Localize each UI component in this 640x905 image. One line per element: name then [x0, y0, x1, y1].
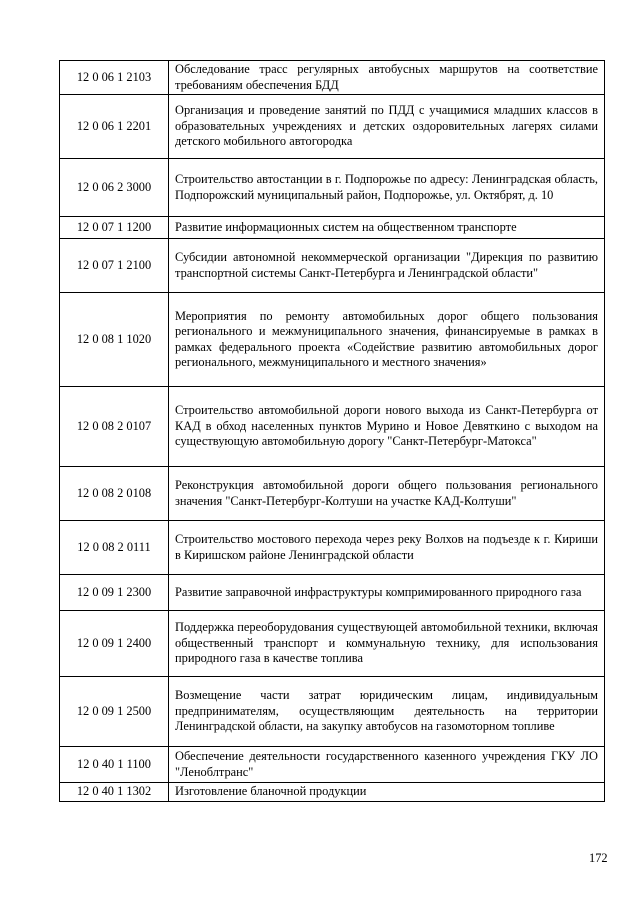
row-code: 12 0 08 2 0108 — [60, 467, 169, 521]
row-description: Развитие заправочной инфраструктуры компримированного природного газа — [169, 575, 605, 611]
row-description: Изготовление бланочной продукции — [169, 783, 605, 802]
row-description: Строительство автостанции в г. Подпорожье по адресу: Ленинградская область, Подпорожский муниципальный район, Подпорожье, ул. Октябрят, д. 10 — [169, 159, 605, 217]
page-number: 172 — [589, 851, 608, 865]
row-code: 12 0 08 2 0111 — [60, 521, 169, 575]
row-description: Поддержка переоборудования существующей автомобильной техники, включая общественный транспорт и коммунальную технику, для использования природного газа в качестве топлива — [169, 611, 605, 677]
row-code: 12 0 40 1 1100 — [60, 747, 169, 783]
row-code: 12 0 40 1 1302 — [60, 783, 169, 802]
table-row — [60, 467, 605, 521]
table-row — [60, 387, 605, 467]
row-description: Возмещение части затрат юридическим лицам, индивидуальным предпринимателям, осуществляющим деятельность на территории Ленинградской области, на закупку автобусов на газомоторном топливе — [169, 677, 605, 747]
row-description: Обследование трасс регулярных автобусных маршрутов на соответствие требованиям обеспечения БДД — [169, 61, 605, 95]
table-row — [60, 95, 605, 159]
table-row — [60, 239, 605, 293]
row-code: 12 0 07 1 1200 — [60, 217, 169, 239]
row-description: Развитие информационных систем на общественном транспорте — [169, 217, 605, 239]
row-code: 12 0 06 2 3000 — [60, 159, 169, 217]
row-description: Организация и проведение занятий по ПДД с учащимися младших классов в образовательных учреждениях и детских оздоровительных лагерях силами детского мобильного автогородка — [169, 95, 605, 159]
row-code: 12 0 09 1 2300 — [60, 575, 169, 611]
row-code: 12 0 06 1 2103 — [60, 61, 169, 95]
table-row — [60, 217, 605, 239]
table-row — [60, 783, 605, 802]
row-code: 12 0 08 2 0107 — [60, 387, 169, 467]
row-code: 12 0 09 1 2400 — [60, 611, 169, 677]
row-code: 12 0 06 1 2201 — [60, 95, 169, 159]
row-code: 12 0 08 1 1020 — [60, 293, 169, 387]
table-row — [60, 747, 605, 783]
table-row — [60, 61, 605, 95]
row-description: Реконструкция автомобильной дороги общего пользования регионального значения "Санкт-Петербург-Колтуши на участке КАД-Колтуши" — [169, 467, 605, 521]
budget-codes-table — [59, 60, 605, 802]
row-code: 12 0 09 1 2500 — [60, 677, 169, 747]
row-code: 12 0 07 1 2100 — [60, 239, 169, 293]
table-row — [60, 575, 605, 611]
table-row — [60, 677, 605, 747]
table-row — [60, 159, 605, 217]
row-description: Мероприятия по ремонту автомобильных дорог общего пользования регионального и межмуниципального значения, финансируемые в рамках в рамках федерального проекта «Содействие развитию автомобильных дорог регионального, межмуниципального и местного значения» — [169, 293, 605, 387]
row-description: Субсидии автономной некоммерческой организации "Дирекция по развитию транспортной системы Санкт-Петербурга и Ленинградской области" — [169, 239, 605, 293]
row-description: Строительство мостового перехода через реку Волхов на подъезде к г. Кириши в Киришском районе Ленинградской области — [169, 521, 605, 575]
row-description: Обеспечение деятельности государственного казенного учреждения ГКУ ЛО "Леноблтранс" — [169, 747, 605, 783]
table-row — [60, 521, 605, 575]
table-row — [60, 611, 605, 677]
row-description: Строительство автомобильной дороги нового выхода из Санкт-Петербурга от КАД в обход населенных пунктов Мурино и Новое Девяткино с выходом на существующую автомобильную дорогу "Санкт-Петербург-Матокса" — [169, 387, 605, 467]
table-row — [60, 293, 605, 387]
